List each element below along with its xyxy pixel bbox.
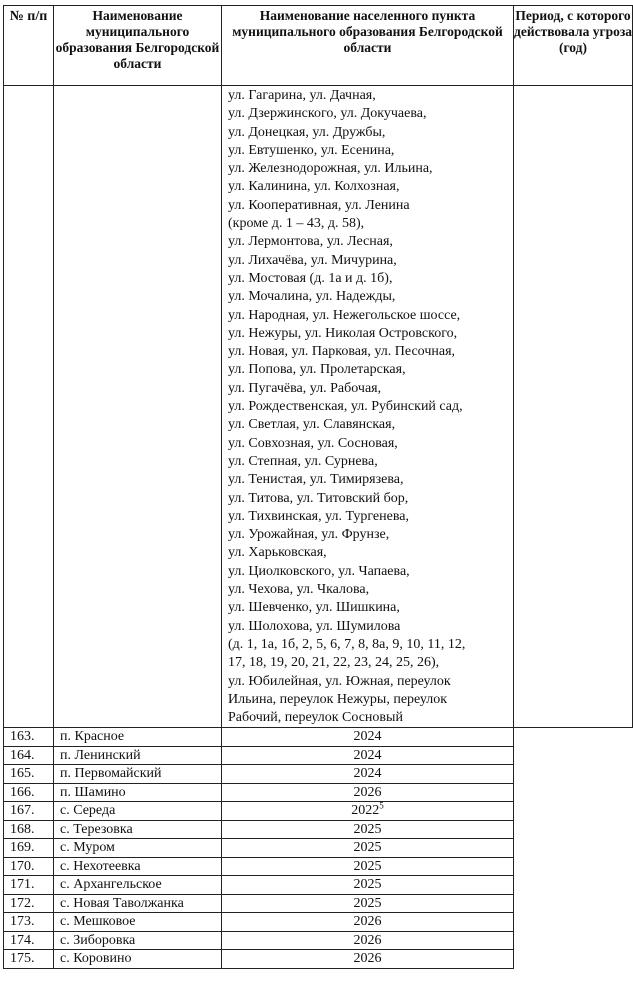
threat-year: 2026 [353, 784, 382, 800]
continued-number-cell [4, 86, 54, 728]
street-line: ул. Нежуры, ул. Николая Островского, [228, 325, 458, 341]
footnote-marker: 5 [379, 800, 384, 811]
street-line: ул. Шевченко, ул. Шишкина, [228, 600, 400, 616]
street-line: ул. Донецкая, ул. Дружбы, [228, 124, 386, 140]
threat-year-cell [222, 931, 514, 950]
street-line: ул. Циолковского, ул. Чапаева, [228, 563, 410, 579]
settlement-name: с. Новая Таволжанка [54, 894, 222, 913]
threat-year: 2024 [353, 729, 382, 745]
row-number: 166. [4, 783, 54, 802]
row-number: 171. [4, 876, 54, 895]
row-number: 163. [4, 728, 54, 747]
header-number: № п/п [4, 6, 54, 86]
threat-year-cell [222, 802, 514, 821]
table-row [4, 783, 633, 802]
threat-year: 2024 [353, 766, 382, 782]
table-row [4, 950, 633, 969]
threat-year-cell [222, 728, 514, 747]
street-line: ул. Калинина, ул. Колхозная, [228, 179, 400, 195]
street-line: ул. Лихачёва, ул. Мичурина, [228, 252, 397, 268]
street-line: ул. Харьковская, [228, 545, 327, 561]
table-row [4, 913, 633, 932]
municipality-cell [54, 86, 222, 728]
settlement-name: с. Терезовка [54, 820, 222, 839]
row-number: 165. [4, 765, 54, 784]
threat-year: 2026 [353, 951, 382, 967]
street-line: ул. Мостовая (д. 1а и д. 1б), [228, 270, 393, 286]
street-line: ул. Шолохова, ул. Шумилова [228, 618, 401, 634]
street-line: ул. Совхозная, ул. Сосновая, [228, 435, 398, 451]
street-line: (кроме д. 1 – 43, д. 58), [228, 216, 365, 232]
threat-year: 2022 [351, 803, 380, 819]
settlement-name: с. Зиборовка [54, 931, 222, 950]
continued-row [4, 86, 633, 728]
street-line: Рабочий, переулок Сосновый [228, 710, 403, 726]
street-line: ул. Титова, ул. Титовский бор, [228, 490, 409, 506]
street-line: ул. Кооперативная, ул. Ленина [228, 197, 410, 213]
table-row [4, 802, 633, 821]
threat-year-cell [222, 950, 514, 969]
row-number: 172. [4, 894, 54, 913]
street-line: ул. Попова, ул. Пролетарская, [228, 362, 406, 378]
threat-year-cell [222, 876, 514, 895]
threat-year: 2025 [353, 821, 382, 837]
table-row [4, 931, 633, 950]
row-number: 174. [4, 931, 54, 950]
settlement-name: с. Архангельское [54, 876, 222, 895]
street-line: ул. Чехова, ул. Чкалова, [228, 582, 370, 598]
street-line: ул. Новая, ул. Парковая, ул. Песочная, [228, 344, 456, 360]
row-number: 169. [4, 839, 54, 858]
threat-year-cell [222, 913, 514, 932]
street-line: (д. 1, 1а, 1б, 2, 5, 6, 7, 8, 8а, 9, 10, 11, 12, [228, 636, 466, 652]
threat-year: 2025 [353, 877, 382, 893]
threat-year: 2024 [353, 747, 382, 763]
street-line: ул. Железнодорожная, ул. Ильина, [228, 161, 433, 177]
row-number: 170. [4, 857, 54, 876]
settlement-name: с. Середа [54, 802, 222, 821]
threat-year-cell [222, 783, 514, 802]
street-line: Ильина, переулок Нежуры, переулок [228, 691, 448, 707]
street-line: 17, 18, 19, 20, 21, 22, 23, 24, 25, 26), [228, 655, 440, 671]
settlement-name: с. Мешковое [54, 913, 222, 932]
settlement-name: п. Шамино [54, 783, 222, 802]
threat-table [3, 5, 633, 969]
threat-year: 2026 [353, 932, 382, 948]
street-line: ул. Народная, ул. Нежегольское шоссе, [228, 307, 461, 323]
street-line: ул. Евтушенко, ул. Есенина, [228, 142, 395, 158]
settlement-name: с. Муром [54, 839, 222, 858]
settlement-name: с. Коровино [54, 950, 222, 969]
street-line: ул. Дзержинского, ул. Докучаева, [228, 106, 427, 122]
streets-cell [222, 86, 514, 728]
threat-year-cell [222, 839, 514, 858]
row-number: 168. [4, 820, 54, 839]
street-line: ул. Лермонтова, ул. Лесная, [228, 234, 393, 250]
threat-year: 2025 [353, 858, 382, 874]
threat-year: 2026 [353, 914, 382, 930]
street-line: ул. Степная, ул. Сурнева, [228, 453, 378, 469]
header-municipality: Наименование муниципального образования Белгородской области [54, 6, 222, 86]
threat-year-cell [222, 857, 514, 876]
table-row [4, 839, 633, 858]
header-row [4, 6, 633, 86]
row-number: 173. [4, 913, 54, 932]
threat-year-cell [222, 894, 514, 913]
street-line: ул. Светлая, ул. Славянская, [228, 417, 396, 433]
table-row [4, 894, 633, 913]
street-line: ул. Тенистая, ул. Тимирязева, [228, 472, 404, 488]
street-line: ул. Пугачёва, ул. Рабочая, [228, 380, 382, 396]
header-period: Период, с которого действовала угроза (год) [514, 6, 633, 86]
street-line: ул. Юбилейная, ул. Южная, переулок [228, 673, 451, 689]
settlement-name: п. Первомайский [54, 765, 222, 784]
table-row [4, 728, 633, 747]
threat-year-cell [222, 820, 514, 839]
row-number: 164. [4, 746, 54, 765]
threat-year-cell [222, 765, 514, 784]
settlement-name: п. Ленинский [54, 746, 222, 765]
street-line: ул. Гагарина, ул. Дачная, [228, 88, 376, 103]
table-row [4, 820, 633, 839]
settlement-name: п. Красное [54, 728, 222, 747]
settlement-name: с. Нехотеевка [54, 857, 222, 876]
table-row [4, 765, 633, 784]
threat-year: 2025 [353, 895, 382, 911]
street-line: ул. Рождественская, ул. Рубинский сад, [228, 399, 463, 415]
header-settlement: Наименование населенного пункта муниципального образования Белгородской области [222, 6, 514, 86]
row-number: 175. [4, 950, 54, 969]
street-line: ул. Урожайная, ул. Фрунзе, [228, 527, 390, 543]
table-row [4, 876, 633, 895]
table-row [4, 857, 633, 876]
row-number: 167. [4, 802, 54, 821]
threat-year-cell [222, 746, 514, 765]
continued-period-cell [514, 86, 633, 728]
street-line: ул. Мочалина, ул. Надежды, [228, 289, 396, 305]
street-line: ул. Тихвинская, ул. Тургенева, [228, 508, 409, 524]
table-row [4, 746, 633, 765]
threat-year: 2025 [353, 840, 382, 856]
